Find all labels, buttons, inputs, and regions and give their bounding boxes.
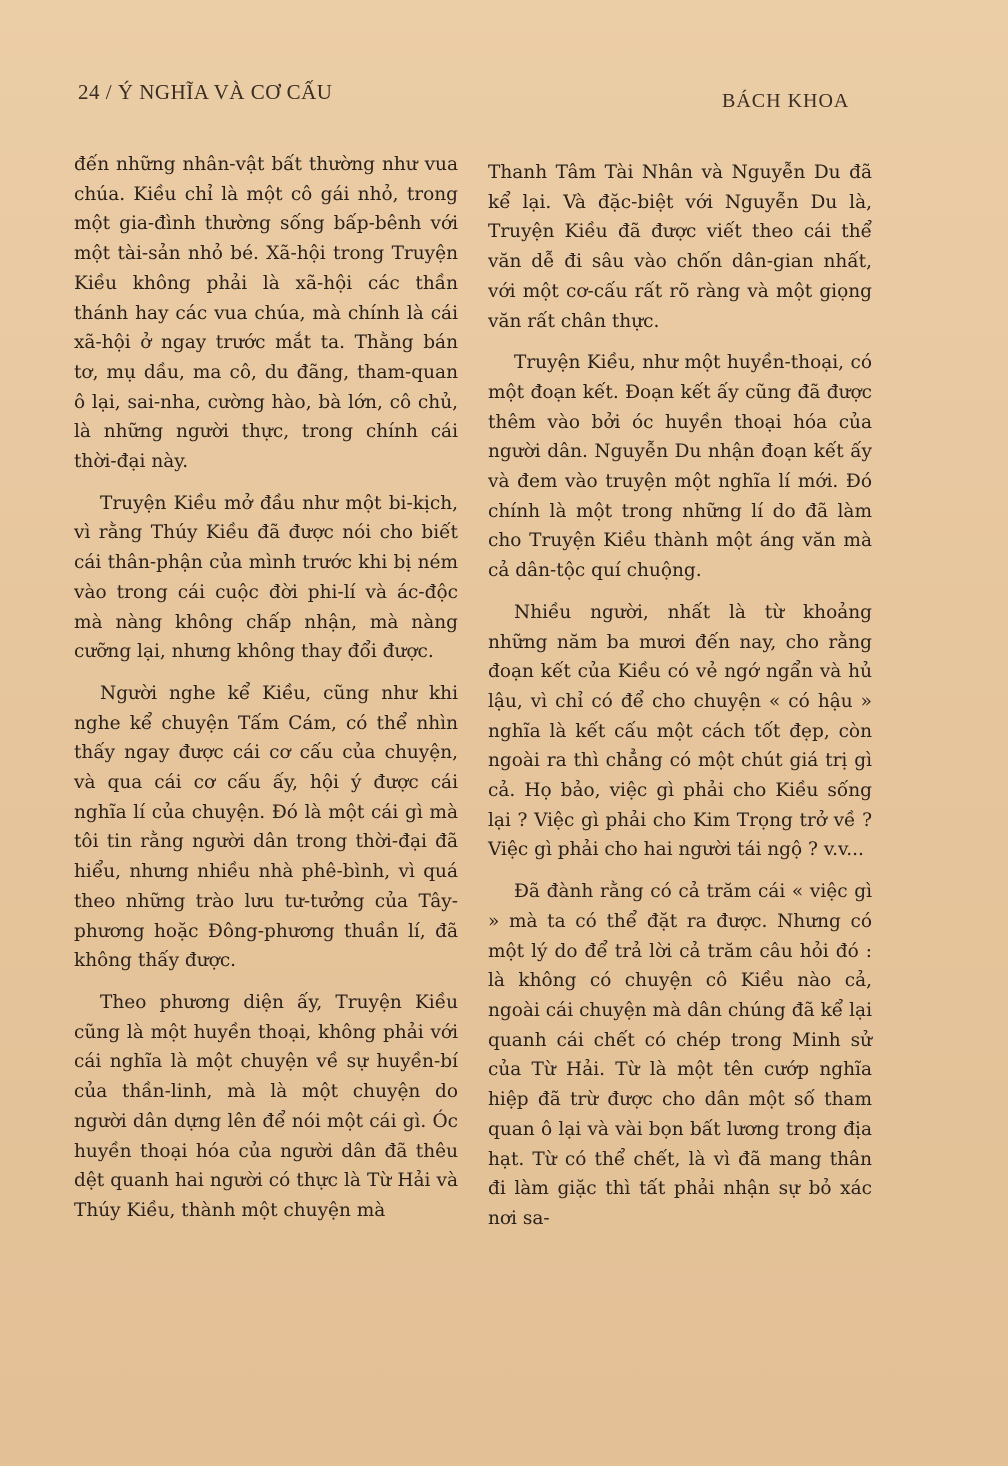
paragraph: Truyện Kiều mở đầu như một bi-kịch, vì rằng Thúy Kiều đã được nói cho biết cái thân-phận của mình trước khi bị ném vào trong cái cuộc đời phi-lí và ác-độc mà nàng không chấp nhận, mà nàng cưỡng lại, nhưng không thay đổi được.: [74, 492, 458, 663]
text-column-right: [488, 158, 872, 1246]
text-column-left: [74, 150, 458, 1238]
paragraph: Nhiều người, nhất là từ khoảng những năm ba mươi đến nay, cho rằng đoạn kết của Kiều có vẻ ngớ ngẩn và hủ lậu, vì chỉ có để cho chuyện « có hậu » nghĩa là kết cấu một cách tốt đẹp, còn ngoài ra thì chẳng có một chút giá trị gì cả. Họ bảo, việc gì phải cho Kiều sống lại ? Việc gì phải cho Kim Trọng trở về ? Việc gì phải cho hai người tái ngộ ? v.v...: [488, 601, 872, 861]
running-head-right: BÁCH KHOA: [722, 90, 850, 112]
paragraph: Người nghe kể Kiều, cũng như khi nghe kể chuyện Tấm Cám, có thể nhìn thấy ngay được cái cơ cấu của chuyện, và qua cái cơ cấu ấy, hội ý được cái nghĩa lí của chuyện. Đó là một cái gì mà tôi tin rằng người dân trong thời-đại đã hiểu, nhưng nhiều nhà phê-bình, vì quá theo những trào lưu tư-tưởng của Tây-phương hoặc Đông-phương thuần lí, đã không thấy được.: [74, 682, 458, 972]
paragraph: Theo phương diện ấy, Truyện Kiều cũng là một huyền thoại, không phải với cái nghĩa là một chuyện về sự huyền-bí của thần-linh, mà là một chuyện do người dân dựng lên để nói một cái gì. Óc huyền thoại hóa của người dân đã thêu dệt quanh hai người có thực là Từ Hải và Thúy Kiều, thành một chuyện mà: [74, 991, 458, 1221]
running-head-left: 24 / Ý NGHĨA VÀ CƠ CẤU: [78, 80, 333, 104]
paragraph: Truyện Kiều, như một huyền-thoại, có một đoạn kết. Đoạn kết ấy cũng đã được thêm vào bởi óc huyền thoại hóa của người dân. Nguyễn Du nhận đoạn kết ấy và đem vào truyện một nghĩa lí mới. Đó chính là một trong những lí do đã làm cho Truyện Kiều thành một áng văn mà cả dân-tộc quí chuộng.: [488, 352, 872, 582]
paragraph: đến những nhân-vật bất thường như vua chúa. Kiều chỉ là một cô gái nhỏ, trong một gia-đình thường sống bấp-bênh với một tài-sản nhỏ bé. Xã-hội trong Truyện Kiều không phải là xã-hội các thần thánh hay các vua chúa, mà chính là cái xã-hội ở ngay trước mắt ta. Thằng bán tơ, mụ dầu, ma cô, du đãng, tham-quan ô lại, sai-nha, cường hào, bà lớn, cô chủ, là những người thực, trong chính cái thời-đại này.: [74, 154, 458, 473]
paragraph: Thanh Tâm Tài Nhân và Nguyễn Du đã kể lại. Và đặc-biệt với Nguyễn Du là, Truyện Kiều đã được viết theo cái thể văn dễ đi sâu vào chốn dân-gian nhất, với một cơ-cấu rất rõ ràng và một giọng văn rất chân thực.: [488, 162, 872, 332]
paragraph: Đã đành rằng có cả trăm cái « việc gì » mà ta có thể đặt ra được. Nhưng có một lý do để trả lời cả trăm câu hỏi đó : là không có chuyện cô Kiều nào cả, ngoài cái chuyện mà dân chúng đã kể lại quanh cái chết có chép trong Minh sử của Từ Hải. Từ là một tên cướp nghĩa hiệp đã trừ được cho dân một số tham quan ô lại và vài bọn bất lương trong địa hạt. Từ có thể chết, là vì đã mang thân đi làm giặc thì tất phải nhận sự bỏ xác nơi sa-: [488, 881, 872, 1229]
